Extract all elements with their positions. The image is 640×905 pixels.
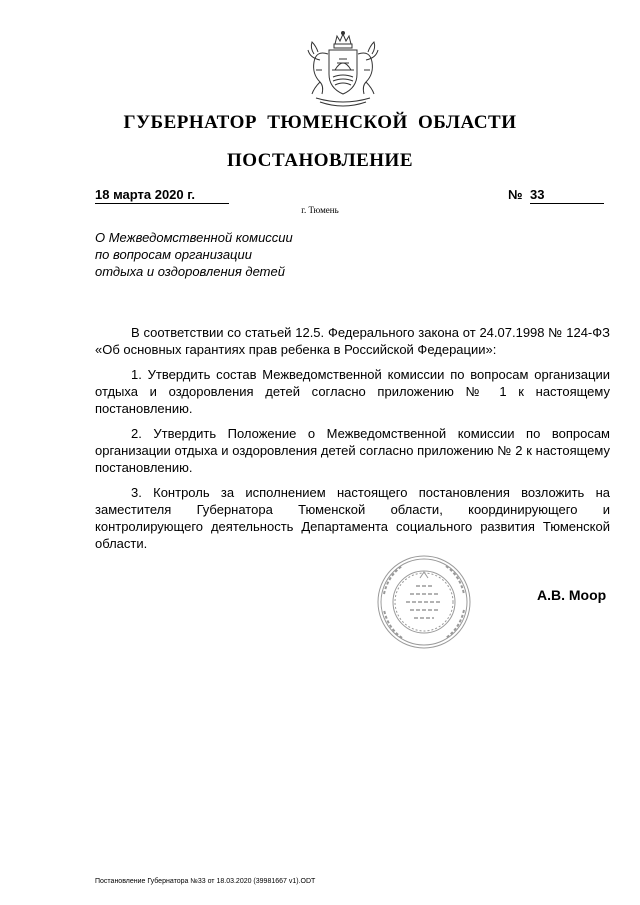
document-type-title: ПОСТАНОВЛЕНИЕ [226, 150, 414, 171]
footer-file-reference: Постановление Губернатора №33 от 18.03.2020 (39981667 v1).ODT [95, 878, 316, 885]
coat-of-arms-icon [302, 30, 384, 112]
subject-line: О Межведомственной комиссии [95, 230, 293, 245]
document-number-label: № [508, 187, 523, 202]
body-paragraph: 2. Утвердить Положение о Межведомственной комиссии по вопросам организации отдыха и оздоровления детей согласно приложению № 2 к настоящему постановлению. [95, 426, 610, 475]
document-subject [95, 229, 335, 280]
subject-line: по вопросам организации [95, 247, 252, 262]
document-date: 18 марта 2020 г. [95, 187, 229, 204]
body-paragraph: 3. Контроль за исполнением настоящего постановления возложить на заместителя Губернатора Тюменской области, координирующего и контролирующего деятельность Департамента социального развития Тюменской области. [95, 485, 610, 551]
body-paragraph: В соответствии со статьей 12.5. Федерального закона от 24.07.1998 № 124-ФЗ «Об основных гарантиях прав ребенка в Российской Федерации»: [95, 325, 610, 357]
seal-icon [376, 554, 472, 650]
document-city: г. Тюмень [301, 205, 339, 215]
document-number: 33 [530, 187, 604, 204]
subject-line: отдыха и оздоровления детей [95, 264, 285, 279]
body-paragraph: 1. Утвердить состав Межведомственной комиссии по вопросам организации отдыха и оздоровления детей согласно приложению № 1 к настоящему постановлению. [95, 367, 610, 416]
organization-title: ГУБЕРНАТОР ТЮМЕНСКОЙ ОБЛАСТИ [123, 112, 517, 133]
signatory-name: А.В. Моор [537, 587, 607, 603]
document-body [95, 324, 610, 560]
